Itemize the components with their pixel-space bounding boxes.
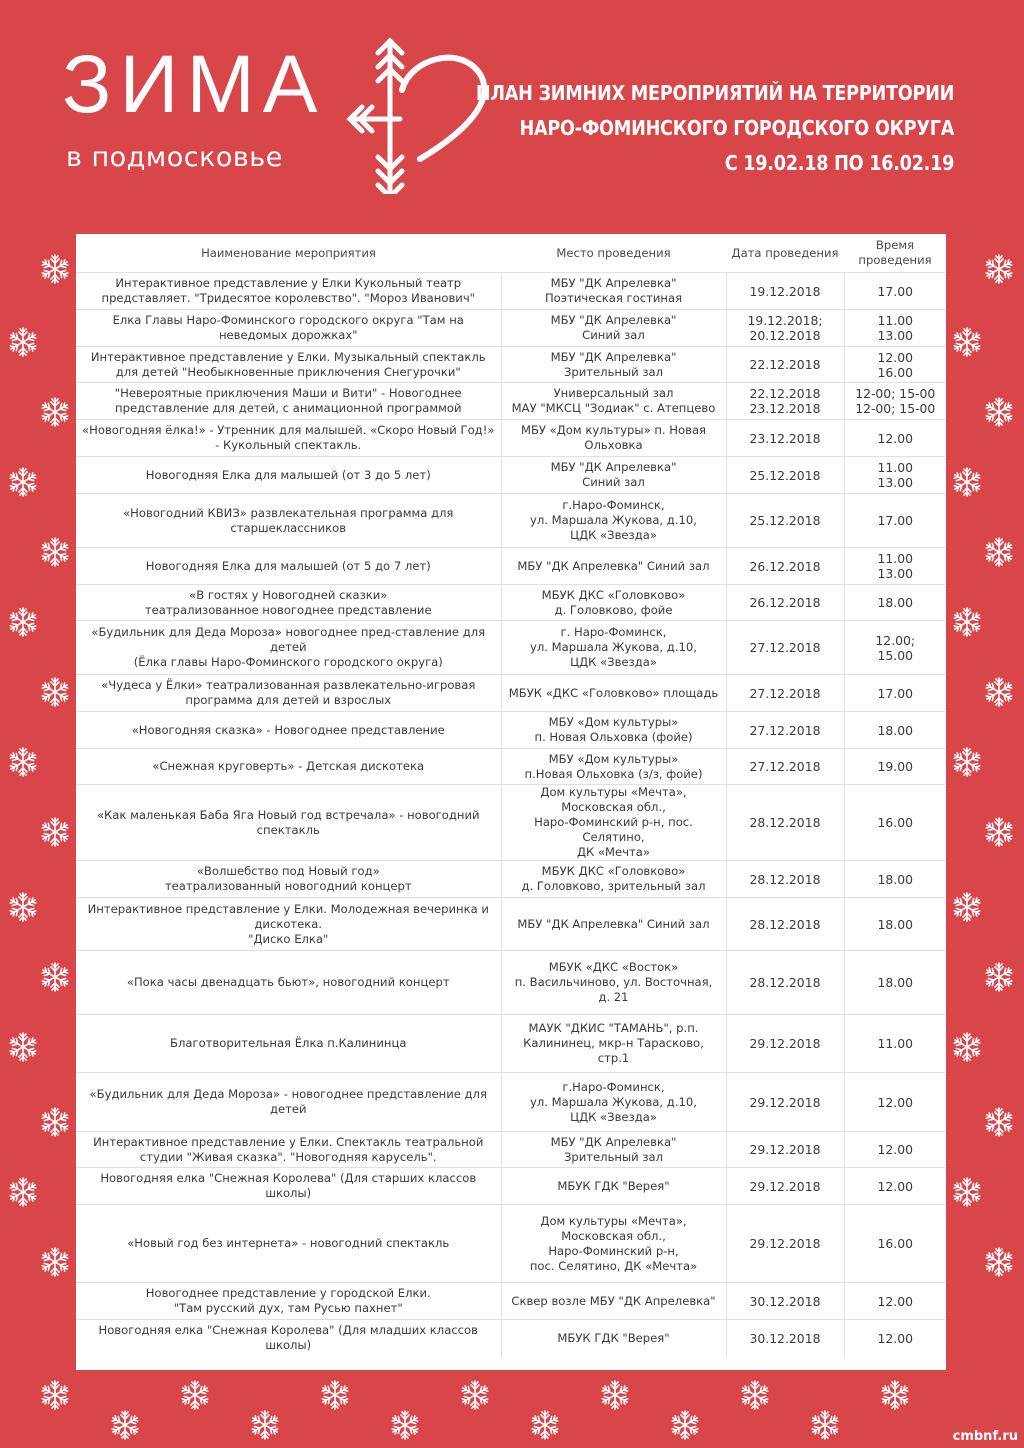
event-name-cell: «Волшебство под Новый год» театрализованный новогодний концерт bbox=[76, 861, 501, 898]
place-cell: МБУ "ДК Апрелевка" Синий зал bbox=[501, 898, 726, 951]
table-row bbox=[76, 383, 946, 420]
snowflake-icon bbox=[6, 745, 40, 779]
time-cell: 11.00 bbox=[844, 1015, 946, 1073]
date-cell: 28.12.2018 bbox=[726, 951, 844, 1015]
logo-snowflake-heart-icon bbox=[330, 34, 500, 194]
snowflake-icon bbox=[982, 1105, 1016, 1139]
event-name-cell: «Новогодняя сказка» - Новогоднее представление bbox=[76, 712, 501, 749]
snowflake-icon bbox=[458, 1378, 492, 1412]
date-cell: 28.12.2018 bbox=[726, 785, 844, 861]
date-cell: 27.12.2018 bbox=[726, 712, 844, 749]
place-cell: МБУ «Дом культуры» п.Новая Ольховка (з/з, фойе) bbox=[501, 749, 726, 785]
snowflake-icon bbox=[38, 1378, 72, 1412]
headline-line-3: С 19.02.18 ПО 16.02.19 bbox=[724, 151, 954, 175]
logo-subtitle: в подмосковье bbox=[66, 142, 283, 173]
time-cell: 18.00 bbox=[844, 585, 946, 621]
place-cell: МБУК ГДК "Верея" bbox=[501, 1320, 726, 1357]
snowflake-icon bbox=[38, 960, 72, 994]
date-cell: 30.12.2018 bbox=[726, 1283, 844, 1320]
event-name-cell: Новогодняя елка "Снежная Королева" (Для младших классов школы) bbox=[76, 1320, 501, 1357]
date-cell: 27.12.2018 bbox=[726, 621, 844, 675]
header-time: Время проведения bbox=[858, 238, 932, 267]
snowflake-icon bbox=[528, 1408, 562, 1442]
snowflake-icon bbox=[950, 745, 984, 779]
headline-line-1: ПЛАН ЗИМНИХ МЕРОПРИЯТИЙ НА ТЕРРИТОРИИ bbox=[475, 81, 954, 105]
place-cell: г.Наро-Фоминск, ул. Маршала Жукова, д.10, ЦДК «Звезда» bbox=[501, 1073, 726, 1132]
table-row bbox=[76, 1168, 946, 1205]
place-cell: МБУК «ДКС «Головково» площадь bbox=[501, 675, 726, 712]
time-cell: 18.00 bbox=[844, 861, 946, 898]
snowflake-icon bbox=[950, 605, 984, 639]
date-cell: 19.12.2018 bbox=[726, 273, 844, 310]
date-cell: 29.12.2018 bbox=[726, 1015, 844, 1073]
place-cell: МБУ "ДК Апрелевка" Синий зал bbox=[501, 548, 726, 585]
event-name-cell: "Невероятные приключения Маши и Вити" - Новогоднее представление для детей, с анимационной программой bbox=[76, 383, 501, 420]
table-row bbox=[76, 457, 946, 494]
time-cell: 11.00 13.00 bbox=[844, 548, 946, 585]
place-cell: Дом культуры «Мечта», Московская обл., Наро-Фоминский р-н, пос. Селятино, ДК «Мечта» bbox=[501, 1205, 726, 1283]
logo-word: ЗИМА bbox=[62, 39, 326, 130]
header-place: Место проведения bbox=[556, 245, 671, 260]
place-cell: МБУК ГДК "Верея" bbox=[501, 1168, 726, 1205]
event-name-cell: Елка Главы Наро-Фоминского городского округа "Там на неведомых дорожках" bbox=[76, 310, 501, 347]
date-cell: 28.12.2018 bbox=[726, 898, 844, 951]
time-cell: 12.00 bbox=[844, 420, 946, 457]
snowflake-icon bbox=[178, 1378, 212, 1412]
event-name-cell: «Чудеса у Ёлки» театрализованная развлекательно-игровая программа для детей и взрослых bbox=[76, 675, 501, 712]
event-name-cell: Интерактивное представление у Елки Кукольный театр представляет. "Тридесятое королевство". "Мороз Иванович" bbox=[76, 273, 501, 310]
place-cell: Универсальный зал МАУ "МКСЦ "Зодиак" с. Атепцево bbox=[501, 383, 726, 420]
time-cell: 12.00 bbox=[844, 1168, 946, 1205]
events-sheet bbox=[76, 234, 946, 1370]
event-name-cell: «В гостях у Новогодней сказки» театрализованное новогоднее представление bbox=[76, 585, 501, 621]
event-name-cell: Новогодняя елка "Снежная Королева" (Для старших классов школы) bbox=[76, 1168, 501, 1205]
place-cell: МБУК ДКС «Головково» д. Головково, зрительный зал bbox=[501, 861, 726, 898]
date-cell: 30.12.2018 bbox=[726, 1320, 844, 1357]
table-row bbox=[76, 1205, 946, 1283]
place-cell: МБУ "ДК Апрелевка" Зрительный зал bbox=[501, 347, 726, 383]
table-row bbox=[76, 1320, 946, 1357]
snowflake-icon bbox=[982, 675, 1016, 709]
place-cell: МБУ "ДК Апрелевка" Синий зал bbox=[501, 310, 726, 347]
time-cell: 12.00 bbox=[844, 1283, 946, 1320]
snowflake-icon bbox=[982, 535, 1016, 569]
date-cell: 26.12.2018 bbox=[726, 585, 844, 621]
event-name-cell: «Будильник для Деда Мороза» новогоднее пред-ставление для детей (Ёлка главы Наро-Фоминского городского округа) bbox=[76, 621, 501, 675]
snowflake-icon bbox=[6, 605, 40, 639]
time-cell: 17.00 bbox=[844, 273, 946, 310]
table-row bbox=[76, 675, 946, 712]
event-name-cell: Благотворительная Ёлка п.Калининца bbox=[76, 1015, 501, 1073]
snowflake-icon bbox=[6, 890, 40, 924]
snowflake-icon bbox=[38, 535, 72, 569]
table-row bbox=[76, 1015, 946, 1073]
event-name-cell: Новогоднее представление у городской Елки. "Там русский дух, там Русью пахнет" bbox=[76, 1283, 501, 1320]
event-name-cell: «Снежная круговерть» - Детская дискотека bbox=[76, 749, 501, 785]
date-cell: 25.12.2018 bbox=[726, 457, 844, 494]
page-headline bbox=[476, 76, 954, 181]
table-row bbox=[76, 347, 946, 383]
snowflake-icon bbox=[388, 1408, 422, 1442]
event-name-cell: «Пока часы двенадцать бьют», новогодний концерт bbox=[76, 951, 501, 1015]
table-body bbox=[76, 273, 946, 1357]
snowflake-icon bbox=[950, 325, 984, 359]
event-name-cell: «Новогодний КВИЗ» развлекательная программа для старшеклассников bbox=[76, 494, 501, 548]
date-cell: 23.12.2018 bbox=[726, 420, 844, 457]
headline-line-2: НАРО-ФОМИНСКОГО ГОРОДСКОГО ОКРУГА bbox=[519, 116, 954, 140]
place-cell: Дом культуры «Мечта», Московская обл., Наро-Фоминский р-н, пос. Селятино, ДК «Мечта» bbox=[501, 785, 726, 861]
snowflake-icon bbox=[950, 1030, 984, 1064]
table-row bbox=[76, 585, 946, 621]
snowflake-icon bbox=[738, 1378, 772, 1412]
snowflake-icon bbox=[38, 252, 72, 286]
time-cell: 16.00 bbox=[844, 785, 946, 861]
date-cell: 26.12.2018 bbox=[726, 548, 844, 585]
date-cell: 25.12.2018 bbox=[726, 494, 844, 548]
place-cell: МБУ "ДК Апрелевка" Поэтическая гостиная bbox=[501, 273, 726, 310]
date-cell: 27.12.2018 bbox=[726, 749, 844, 785]
site-watermark: cmbnf.ru bbox=[952, 1429, 1018, 1444]
date-cell: 29.12.2018 bbox=[726, 1073, 844, 1132]
place-cell: МБУ "ДК Апрелевка" Синий зал bbox=[501, 457, 726, 494]
date-cell: 27.12.2018 bbox=[726, 675, 844, 712]
place-cell: Сквер возле МБУ "ДК Апрелевка" bbox=[501, 1283, 726, 1320]
snowflake-icon bbox=[950, 465, 984, 499]
zima-logo bbox=[62, 34, 502, 204]
place-cell: МБУ «Дом культуры» п. Новая Ольховка (фойе) bbox=[501, 712, 726, 749]
event-name-cell: Новогодняя Елка для малышей (от 5 до 7 лет) bbox=[76, 548, 501, 585]
table-row bbox=[76, 712, 946, 749]
snowflake-icon bbox=[6, 1030, 40, 1064]
event-name-cell: «Будильник для Деда Мороза» - новогоднее представление для детей bbox=[76, 1073, 501, 1132]
snowflake-icon bbox=[38, 675, 72, 709]
table-row bbox=[76, 420, 946, 457]
time-cell: 12.00 bbox=[844, 1132, 946, 1168]
time-cell: 12.00; 15.00 bbox=[844, 621, 946, 675]
table-row bbox=[76, 494, 946, 548]
events-table bbox=[76, 234, 946, 1357]
table-row bbox=[76, 1073, 946, 1132]
date-cell: 28.12.2018 bbox=[726, 861, 844, 898]
table-row bbox=[76, 785, 946, 861]
table-row bbox=[76, 621, 946, 675]
time-cell: 19.00 bbox=[844, 749, 946, 785]
place-cell: г. Наро-Фоминск, ул. Маршала Жукова, д.10, ЦДК «Звезда» bbox=[501, 621, 726, 675]
snowflake-icon bbox=[982, 960, 1016, 994]
time-cell: 16.00 bbox=[844, 1205, 946, 1283]
table-row bbox=[76, 1283, 946, 1320]
snowflake-icon bbox=[38, 1105, 72, 1139]
time-cell: 12.00 bbox=[844, 1073, 946, 1132]
snowflake-icon bbox=[950, 890, 984, 924]
time-cell: 18.00 bbox=[844, 712, 946, 749]
table-row bbox=[76, 861, 946, 898]
snowflake-icon bbox=[38, 815, 72, 849]
table-row bbox=[76, 749, 946, 785]
date-cell: 22.12.2018 23.12.2018 bbox=[726, 383, 844, 420]
time-cell: 17.00 bbox=[844, 494, 946, 548]
table-row bbox=[76, 1132, 946, 1168]
date-cell: 19.12.2018; 20.12.2018 bbox=[726, 310, 844, 347]
event-name-cell: Интерактивное представление у Елки. Спектакль театральной студии "Живая сказка". "Новогодняя карусель". bbox=[76, 1132, 501, 1168]
snowflake-icon bbox=[318, 1378, 352, 1412]
event-name-cell: «Новогодняя ёлка!» - Утренник для малышей. «Скоро Новый Год!» - Кукольный спектакль. bbox=[76, 420, 501, 457]
date-cell: 22.12.2018 bbox=[726, 347, 844, 383]
table-row bbox=[76, 898, 946, 951]
snowflake-icon bbox=[878, 1378, 912, 1412]
time-cell: 12.00 bbox=[844, 1320, 946, 1357]
place-cell: МАУК "ДКИС "ТАМАНЬ", р.п. Калининец, мкр-н Тарасково, стр.1 bbox=[501, 1015, 726, 1073]
time-cell: 18.00 bbox=[844, 898, 946, 951]
date-cell: 29.12.2018 bbox=[726, 1132, 844, 1168]
time-cell: 11.00 13.00 bbox=[844, 457, 946, 494]
table-row bbox=[76, 310, 946, 347]
time-cell: 12-00; 15-00 12-00; 15-00 bbox=[844, 383, 946, 420]
place-cell: г.Наро-Фоминск, ул. Маршала Жукова, д.10, ЦДК «Звезда» bbox=[501, 494, 726, 548]
time-cell: 11.00 13.00 bbox=[844, 310, 946, 347]
snowflake-icon bbox=[668, 1408, 702, 1442]
time-cell: 17.00 bbox=[844, 675, 946, 712]
event-name-cell: Интерактивное представление у Елки. Молодежная вечеринка и дискотека. "Диско Елка" bbox=[76, 898, 501, 951]
snowflake-icon bbox=[6, 325, 40, 359]
place-cell: МБУ «Дом культуры» п. Новая Ольховка bbox=[501, 420, 726, 457]
event-name-cell: Интерактивное представление у Елки. Музыкальный спектакль для детей "Необыкновенные приключения Снегурочки" bbox=[76, 347, 501, 383]
snowflake-icon bbox=[982, 252, 1016, 286]
table-row bbox=[76, 951, 946, 1015]
date-cell: 29.12.2018 bbox=[726, 1205, 844, 1283]
place-cell: МБУК «ДКС «Восток» п. Васильчиново, ул. Восточная, д. 21 bbox=[501, 951, 726, 1015]
snowflake-icon bbox=[38, 395, 72, 429]
snowflake-icon bbox=[950, 1175, 984, 1209]
snowflake-icon bbox=[6, 465, 40, 499]
snowflake-icon bbox=[108, 1408, 142, 1442]
time-cell: 12.00 16.00 bbox=[844, 347, 946, 383]
table-row bbox=[76, 273, 946, 310]
time-cell: 18.00 bbox=[844, 951, 946, 1015]
date-cell: 29.12.2018 bbox=[726, 1168, 844, 1205]
snowflake-icon bbox=[6, 1175, 40, 1209]
snowflake-icon bbox=[248, 1408, 282, 1442]
place-cell: МБУК ДКС «Головково» д. Головково, фойе bbox=[501, 585, 726, 621]
header-date: Дата проведения bbox=[731, 245, 839, 260]
snowflake-icon bbox=[808, 1408, 842, 1442]
snowflake-icon bbox=[598, 1378, 632, 1412]
snowflake-icon bbox=[38, 1245, 72, 1279]
snowflake-icon bbox=[982, 1245, 1016, 1279]
event-name-cell: Новогодняя Елка для малышей (от 3 до 5 лет) bbox=[76, 457, 501, 494]
snowflake-icon bbox=[982, 815, 1016, 849]
header-event-name: Наименование мероприятия bbox=[201, 245, 376, 260]
table-header-row bbox=[76, 234, 946, 273]
place-cell: МБУ "ДК Апрелевка" Зрительный зал bbox=[501, 1132, 726, 1168]
snowflake-icon bbox=[982, 395, 1016, 429]
event-name-cell: «Новый год без интернета» - новогодний спектакль bbox=[76, 1205, 501, 1283]
table-row bbox=[76, 548, 946, 585]
event-name-cell: «Как маленькая Баба Яга Новый год встречала» - новогодний спектакль bbox=[76, 785, 501, 861]
